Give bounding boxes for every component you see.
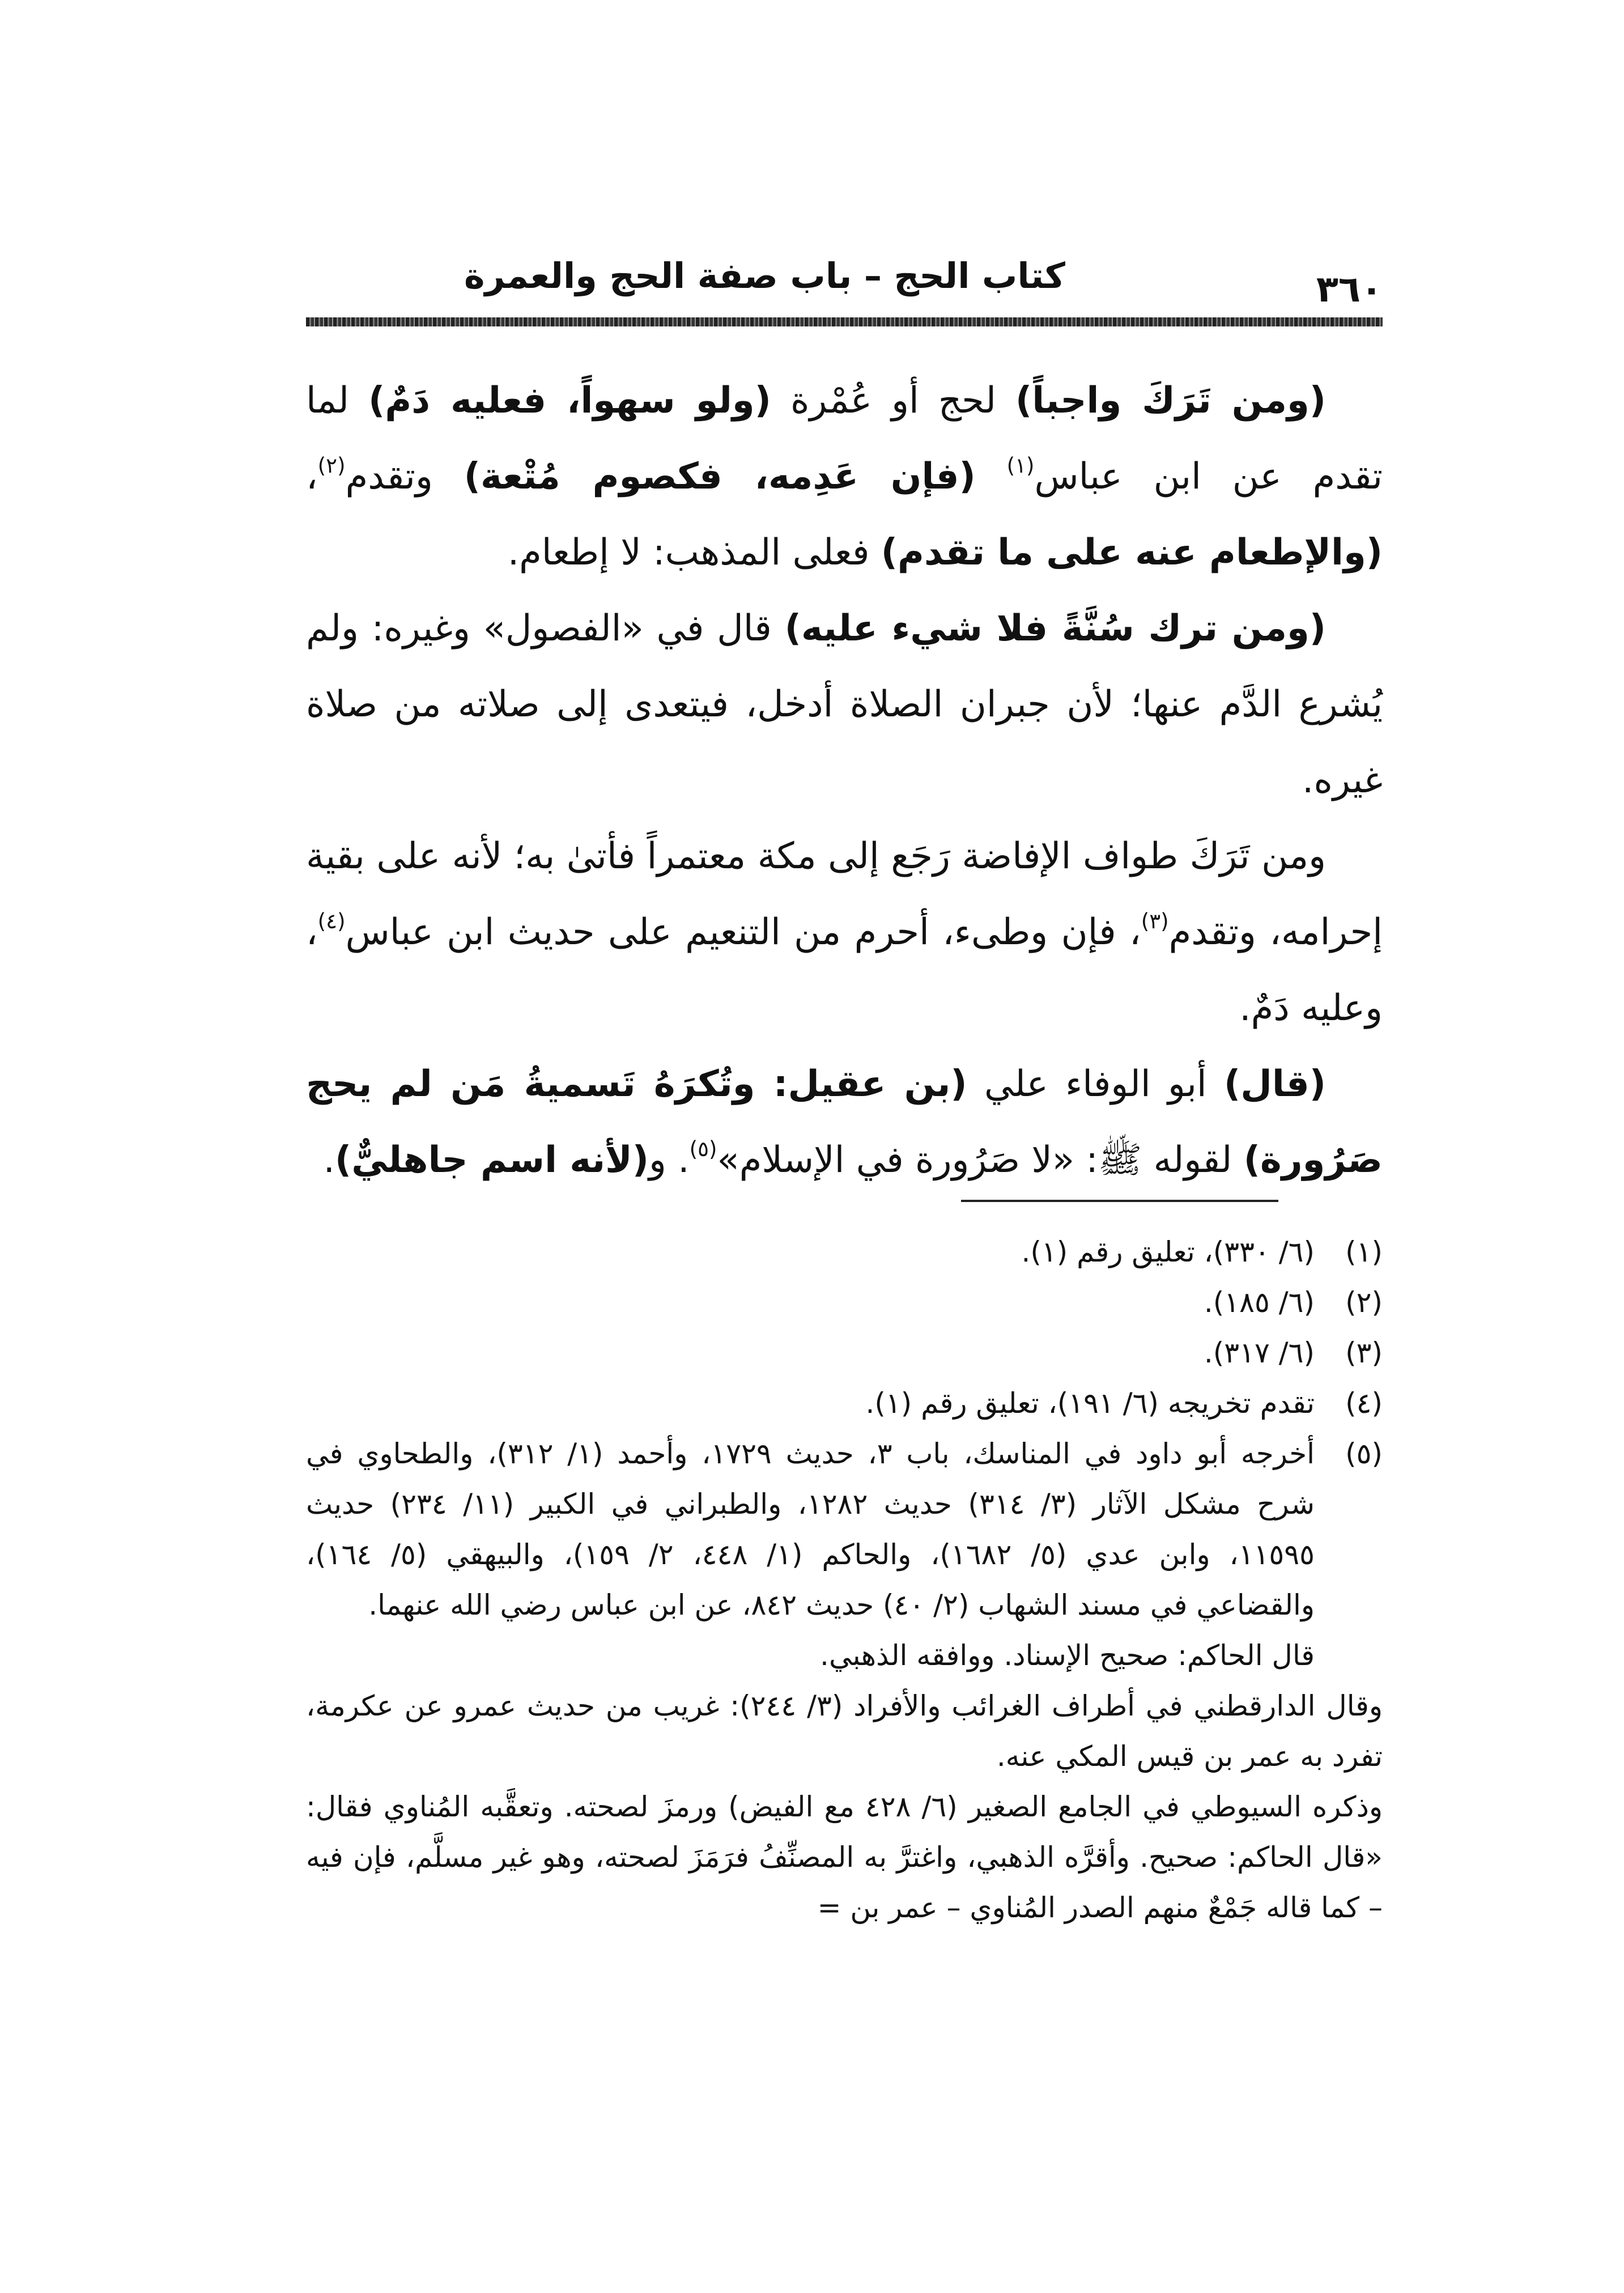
commentary-text: قال في «الفصول» وغيره: ولم يُشرع الدَّم عنها؛ لأن جبران الصلاة أدخل، فيتعدى إلى صلاته من صلاة غيره. [306,608,1383,801]
commentary-text: وتقدم [345,456,464,498]
matn-text: (فإن عَدِمه، فكصوم مُتْعة) [464,456,976,498]
footnote-5-continuation: قال الحاكم: صحيح الإسناد. ووافقه الذهبي. [820,1639,1315,1672]
footnote-ref: (١) [1006,453,1035,478]
paragraph-1 [306,363,1383,591]
footnote-5-continuation: وذكره السيوطي في الجامع الصغير (٦/ ٤٢٨ مع الفيض) ورمزَ لصحته. وتعقَّبه المُناوي فقال: «قال الحاكم: صحيح. وأقرَّه الذهبي، واغترَّ به المصنِّفُ فرَمَزَ لصحته، وهو غير مسلَّم، فإن فيه – كما قاله جَمْعٌ منهم الصدر المُناوي – عمر بن = [306,1790,1383,1924]
footnote-separator [961,1200,1278,1202]
matn-text: (لأنه اسم جاهليٌّ) [335,1139,649,1181]
matn-text: (ولو سهواً، فعليه دَمٌ) [368,380,771,422]
footnote-ref: (٣) [1141,909,1169,934]
footnote-text: (٦/ ٣١٧). [1204,1336,1315,1369]
footnote-text: (٦/ ٣٣٠)، تعليق رقم (١). [1021,1235,1315,1268]
header-rule [306,317,1383,326]
page-number: ٣٦٠ [1316,269,1383,311]
footnote-number: (٤) [1345,1387,1383,1420]
footnote-text: (٦/ ١٨٥). [1204,1286,1315,1319]
footnote-4 [306,1378,1383,1429]
main-text [306,363,1383,1198]
footnote-text: أخرجه أبو داود في المناسك، باب ٣، حديث ١٧٢٩، وأحمد (١/ ٣١٢)، والطحاوي في شرح مشكل الآثار (٣/ ٣١٤) حديث ١٢٨٢، والطبراني في الكبير (١١/ ٢٣٤) حديث ١١٥٩٥، وابن عدي (٥/ ١٦٨٢)، والحاكم (١/ ٤٤٨، ٢/ ١٥٩)، والبيهقي (٥/ ١٦٤)، والقضاعي في مسند الشهاب (٢/ ٤٠) حديث ٨٤٢، عن ابن عباس رضي الله عنهما. [306,1437,1315,1621]
footnote-2 [306,1277,1383,1328]
footnote-3 [306,1328,1383,1378]
matn-text: (ومن ترك سُنَّةً فلا شيء عليه) [784,608,1326,649]
commentary-text: ، وعليه دَمٌ. [306,911,1383,1029]
commentary-text: فعلى المذهب: لا إطعام. [507,532,881,574]
footnote-number: (٣) [1345,1336,1383,1369]
commentary-text: ، فإن وطىء، أحرم من التنعيم على حديث ابن عباس [345,911,1141,953]
commentary-text: أبو الوفاء علي [967,1063,1225,1105]
footnote-number: (٥) [1345,1437,1383,1470]
commentary-text [976,456,1007,498]
commentary-text: . [323,1139,335,1181]
footnote-ref: (٤) [317,909,346,934]
footnote-ref: (٢) [317,453,346,478]
footnote-text: تقدم تخريجه (٦/ ١٩١)، تعليق رقم (١). [865,1387,1315,1420]
footnote-5-continuation: وقال الدارقطني في أطراف الغرائب والأفراد (٣/ ٢٤٤): غريب من حديث عمرو عن عكرمة، تفرد به عمر بن قيس المكي عنه. [306,1689,1383,1773]
matn-text: (قال) [1224,1063,1327,1105]
commentary-text: لقوله ﷺ: «لا صَرُورة في الإسلام» [717,1139,1244,1181]
commentary-text: لحج أو عُمْرة [771,380,1015,422]
commentary-text: ومن تَرَكَ طواف الإفاضة رَجَع إلى مكة معتمراً فأتىٰ به؛ لأنه على بقية إحرامه، وتقدم [306,835,1383,953]
running-title: كتاب الحج – باب صفة الحج والعمرة [464,255,1065,296]
matn-text: (والإطعام عنه على ما تقدم) [881,532,1383,574]
footnote-1 [306,1227,1383,1277]
footnote-number: (١) [1345,1235,1383,1268]
paragraph-2 [306,591,1383,818]
matn-text: (بن عقيل: وتُكرَهُ تَسميةُ مَن لم يحج صَرُورة) [306,1063,1383,1181]
commentary-text: ، [306,456,318,498]
commentary-text: لما تقدم عن ابن عباس [306,380,1383,498]
page-header [306,244,1383,329]
footnote-number: (٢) [1345,1286,1383,1319]
commentary-text: . و [649,1139,690,1181]
footnotes [306,1227,1383,1933]
footnote-5 [306,1429,1383,1630]
footnote-ref: (٥) [689,1137,717,1162]
paragraph-4 [306,1046,1383,1198]
paragraph-3 [306,818,1383,1046]
matn-text: (ومن تَرَكَ واجباً) [1015,380,1326,422]
